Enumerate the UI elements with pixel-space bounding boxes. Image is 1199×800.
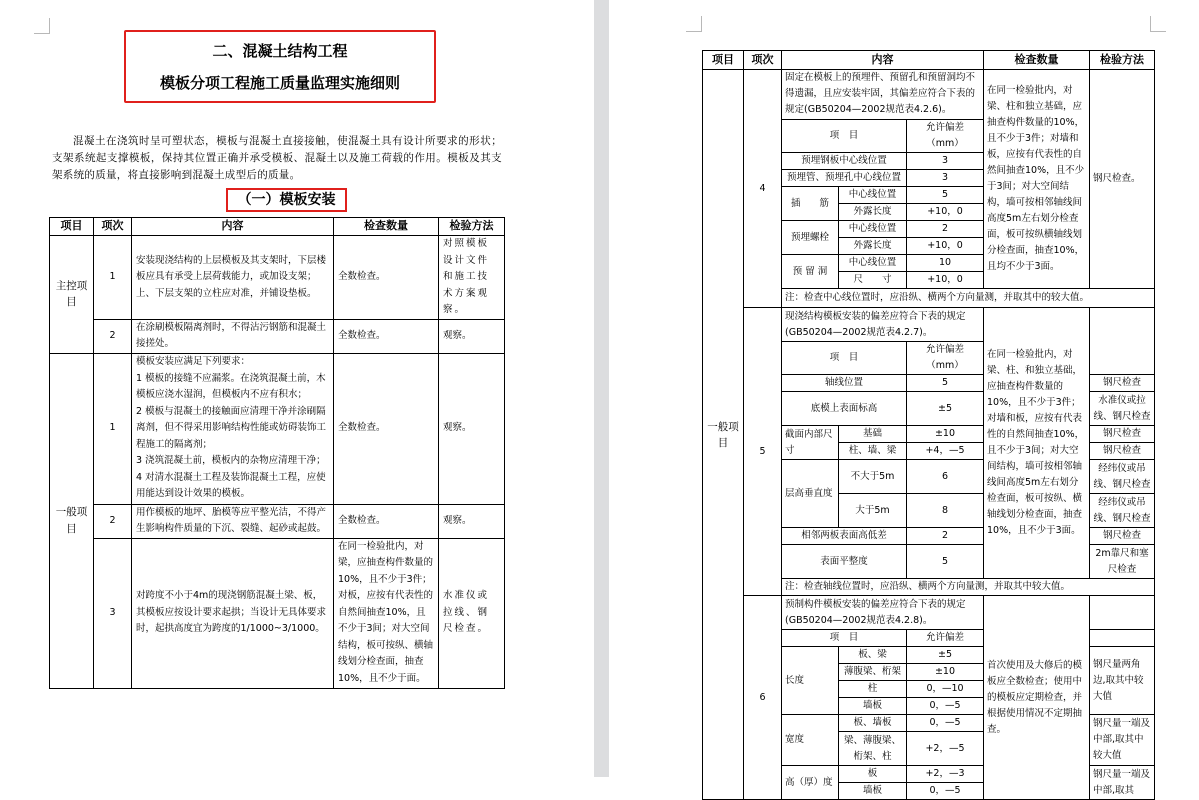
row-content bbox=[132, 353, 334, 504]
row-check: 全数检查。 bbox=[334, 353, 439, 504]
table-row bbox=[50, 319, 505, 353]
row-check: 在同一检验批内，对梁，应抽查构件数量的10%，且不少于3件；对板，应按有代表性的自然间抽查10%，且不少于3间；对大空间结构，板可按纵、横轴线划分检查面，抽查10%，且不少于面。 bbox=[334, 538, 439, 688]
sub-value: 2 bbox=[907, 528, 984, 545]
sub-method: 钢尺检查 bbox=[1090, 443, 1155, 460]
sub-group: 截面内部尺寸 bbox=[782, 426, 839, 460]
sub-item: 底模上表面标高 bbox=[782, 392, 907, 426]
header-no: 项次 bbox=[94, 218, 132, 236]
sub-value: +2，—3 bbox=[907, 766, 984, 783]
row-method: 观察。 bbox=[439, 353, 505, 504]
group-label: 主控项目 bbox=[50, 236, 94, 354]
sub-value: ±10 bbox=[907, 426, 984, 443]
sub-value: +4，—5 bbox=[907, 443, 984, 460]
sub-item: 不大于5m bbox=[839, 460, 907, 494]
left-inspection-table bbox=[49, 217, 505, 689]
row-no: 3 bbox=[94, 538, 132, 688]
sub-item: 大于5m bbox=[839, 494, 907, 528]
sub-item: 轴线位置 bbox=[782, 375, 907, 392]
sub-header-tolerance: 允许偏差 bbox=[907, 630, 984, 647]
row-check: 全数检查。 bbox=[334, 236, 439, 320]
row-no: 1 bbox=[94, 236, 132, 320]
sub-method: 钢尺检查 bbox=[1090, 426, 1155, 443]
row-no: 6 bbox=[744, 596, 782, 800]
sub-item: 板、墙板 bbox=[839, 715, 907, 732]
sub-method: 水准仪或拉线、钢尺检查 bbox=[1090, 392, 1155, 426]
table-header-row bbox=[50, 218, 505, 236]
sub-value: ±10 bbox=[907, 664, 984, 681]
header-content: 内容 bbox=[132, 218, 334, 236]
sub-method: 钢尺检查 bbox=[1090, 375, 1155, 392]
row-content: 用作模板的地坪、胎模等应平整光洁，不得产生影响构件质量的下沉、裂缝、起砂或起鼓。 bbox=[132, 504, 334, 538]
sub-item: 薄腹梁、桁架 bbox=[839, 664, 907, 681]
sub-header-item: 项 目 bbox=[782, 630, 907, 647]
sub-group: 长度 bbox=[782, 647, 839, 715]
table-row bbox=[50, 504, 505, 538]
content-line: 2 模板与混凝土的接触面应清理干净并涂刷隔离剂，但不得采用影响结构性能或妨碍装饰工程施工的隔离剂； bbox=[136, 405, 327, 450]
table-row bbox=[703, 308, 1155, 342]
sub-header-tolerance: 允许偏差（mm） bbox=[907, 342, 984, 375]
sub-item: 梁、薄腹梁、桁架、柱 bbox=[839, 732, 907, 766]
row-content: 安装现浇结构的上层模板及其支架时，下层楼板应具有承受上层荷载能力，或加设支架；上、下层支架的立柱应对准，并铺设垫板。 bbox=[132, 236, 334, 320]
row-method: 观察。 bbox=[439, 319, 505, 353]
sub-item: 预埋管、预埋孔中心线位置 bbox=[782, 170, 907, 187]
table-row bbox=[50, 236, 505, 320]
table-header-row bbox=[703, 51, 1155, 70]
header-check: 检查数量 bbox=[334, 218, 439, 236]
row-no: 2 bbox=[94, 504, 132, 538]
sub-item: 相邻两板表面高低差 bbox=[782, 528, 907, 545]
table-row bbox=[50, 538, 505, 688]
row-method: 水准仪或拉线、钢尺检查。 bbox=[439, 538, 505, 688]
content-line: 1 模板的接缝不应漏浆。在浇筑混凝土前，木模板应浇水湿润，但模板内不应有积水； bbox=[136, 372, 326, 401]
sub-method: 经纬仪或吊线、钢尺检查 bbox=[1090, 460, 1155, 494]
sub-value: 10 bbox=[907, 255, 984, 272]
sub-item: 尺 寸 bbox=[839, 272, 907, 289]
sub-header-item: 项 目 bbox=[782, 342, 907, 375]
row-no: 4 bbox=[744, 70, 782, 308]
sub-value: 3 bbox=[907, 170, 984, 187]
sub-value: 0，—5 bbox=[907, 715, 984, 732]
sub-value: 0，—5 bbox=[907, 698, 984, 715]
sub-value: +10，0 bbox=[907, 238, 984, 255]
page-corner-mark bbox=[686, 16, 702, 32]
sub-header-tolerance: 允许偏差（mm） bbox=[907, 120, 984, 153]
row-content: 预制构件模板安装的偏差应符合下表的规定(GB50204—2002规范表4.2.8)。 bbox=[782, 596, 984, 630]
sub-method: 钢尺量一端及中部,取其 bbox=[1090, 766, 1155, 800]
sub-group: 宽度 bbox=[782, 715, 839, 766]
sub-method: 钢尺量两角边,取其中较大值 bbox=[1090, 647, 1155, 715]
note: 注：检查中心线位置时，应沿纵、横两个方向量测，并取其中的较大值。 bbox=[782, 289, 1155, 308]
section-title: （一）模板安装 bbox=[226, 188, 347, 212]
sub-item: 中心线位置 bbox=[839, 187, 907, 204]
intro-paragraph: 混凝土在浇筑时呈可塑状态，模板与混凝土直接接触，使混凝土具有设计所要求的形状；支架系统起支撑模板，保持其位置正确并承受模板、混凝土以及施工荷载的作用。模板及其支架系统的质量，将直接影响到混凝土成型后的质量。 bbox=[52, 135, 502, 181]
sub-item: 墙板 bbox=[839, 783, 907, 800]
sub-value: 8 bbox=[907, 494, 984, 528]
sub-group: 层高垂直度 bbox=[782, 460, 839, 528]
header-method: 检验方法 bbox=[439, 218, 505, 236]
sub-item: 柱 bbox=[839, 681, 907, 698]
sub-value: 6 bbox=[907, 460, 984, 494]
sub-value: ±5 bbox=[907, 647, 984, 664]
header-content: 内容 bbox=[782, 51, 984, 70]
group-label: 一般项目 bbox=[703, 70, 744, 800]
sub-value: ±5 bbox=[907, 392, 984, 426]
sub-item: 板、梁 bbox=[839, 647, 907, 664]
title-line-1: 二、混凝土结构工程 bbox=[212, 42, 348, 60]
sub-group: 预 留 洞 bbox=[782, 255, 839, 289]
header-item: 项目 bbox=[703, 51, 744, 70]
row-content: 对跨度不小于4m的现浇钢筋混凝土梁、板，其模板应按设计要求起拱；当设计无具体要求时，起拱高度宜为跨度的1/1000~3/1000。 bbox=[132, 538, 334, 688]
content-line: 4 对清水混凝土工程及装饰混凝土工程，应使用能达到设计效果的模板。 bbox=[136, 471, 326, 500]
sub-group: 插 筋 bbox=[782, 187, 839, 221]
sub-value: 3 bbox=[907, 153, 984, 170]
sub-value: +10，0 bbox=[907, 204, 984, 221]
row-content: 固定在模板上的预埋件、预留孔和预留洞均不得遗漏，且应安装牢固，其偏差应符合下表的规定(GB50204—2002规范表4.2.6)。 bbox=[782, 70, 984, 120]
row-check: 在同一检验批内，对梁、柱、和独立基础，应抽查构件数量的10%，且不少于3件；对墙和板，应按有代表性的自然间抽查10%，且不少于3间；对大空间结构，墙可按相邻轴线间高度5m左右划分检查面，板可按纵、横轴线划分检查面，抽查10%，且不少于3面。 bbox=[984, 308, 1090, 579]
sub-method: 钢尺检查 bbox=[1090, 528, 1155, 545]
sub-group: 高（厚）度 bbox=[782, 766, 839, 800]
group-label: 一般项目 bbox=[50, 353, 94, 688]
row-method: 观察。 bbox=[439, 504, 505, 538]
row-check: 全数检查。 bbox=[334, 319, 439, 353]
row-check: 在同一检验批内，对梁、柱和独立基础，应抽查构件数量的10%，且不少于3件；对墙和板，应按有代表性的自然间抽查10%，且不少于3间；对大空间结构，墙可按相邻轴线间高度5m左右划分检查面，板可按纵横轴线划分检查面，抽查10%，且均不少于3面。 bbox=[984, 70, 1090, 289]
sub-item: 外露长度 bbox=[839, 204, 907, 221]
sub-value: 5 bbox=[907, 375, 984, 392]
sub-method: 钢尺量一端及中部,取其中较大值 bbox=[1090, 715, 1155, 766]
sub-item: 柱、墙、梁 bbox=[839, 443, 907, 460]
row-check: 全数检查。 bbox=[334, 504, 439, 538]
content-line: 3 浇筑混凝土前，模板内的杂物应清理干净； bbox=[136, 455, 326, 467]
sub-value: +2，—5 bbox=[907, 732, 984, 766]
page-corner-mark bbox=[1150, 16, 1166, 32]
row-content: 在涂刷模板隔离剂时，不得沾污钢筋和混凝土接搓处。 bbox=[132, 319, 334, 353]
header-no: 项次 bbox=[744, 51, 782, 70]
sub-method: 经纬仪或吊线、钢尺检查 bbox=[1090, 494, 1155, 528]
row-method-empty bbox=[1090, 308, 1155, 375]
content-line: 模板安装应满足下列要求： bbox=[136, 356, 251, 368]
header-item: 项目 bbox=[50, 218, 94, 236]
sub-header-item: 项 目 bbox=[782, 120, 907, 153]
sub-item: 表面平整度 bbox=[782, 545, 907, 579]
sub-method: 2m靠尺和塞尺检查 bbox=[1090, 545, 1155, 579]
row-no: 1 bbox=[94, 353, 132, 504]
row-content: 现浇结构模板安装的偏差应符合下表的规定(GB50204—2002规范表4.2.7)。 bbox=[782, 308, 984, 342]
table-row bbox=[703, 596, 1155, 630]
row-method-empty bbox=[1090, 596, 1155, 630]
row-check: 首次使用及大修后的模板应全数检查；使用中的模板应定期检查，并根据使用情况不定期抽查。 bbox=[984, 596, 1090, 800]
sub-value: 2 bbox=[907, 221, 984, 238]
sub-group: 预埋螺栓 bbox=[782, 221, 839, 255]
sub-value: 0，—10 bbox=[907, 681, 984, 698]
table-row bbox=[50, 353, 505, 504]
sub-item: 基础 bbox=[839, 426, 907, 443]
right-inspection-table bbox=[702, 50, 1155, 800]
title-line-2: 模板分项工程施工质量监理实施细则 bbox=[159, 74, 400, 92]
sub-item: 墙板 bbox=[839, 698, 907, 715]
row-no: 5 bbox=[744, 308, 782, 596]
row-method-empty bbox=[1090, 630, 1155, 647]
header-check: 检查数量 bbox=[984, 51, 1090, 70]
sub-value: 5 bbox=[907, 545, 984, 579]
sub-item: 外露长度 bbox=[839, 238, 907, 255]
page-gap bbox=[594, 0, 609, 777]
note: 注：检查轴线位置时，应沿纵、横两个方向量测，并取其中较大值。 bbox=[782, 579, 1155, 596]
sub-item: 中心线位置 bbox=[839, 255, 907, 272]
row-no: 2 bbox=[94, 319, 132, 353]
sub-value: 0，—5 bbox=[907, 783, 984, 800]
document-title bbox=[124, 30, 436, 103]
sub-item: 中心线位置 bbox=[839, 221, 907, 238]
sub-item: 预埋钢板中心线位置 bbox=[782, 153, 907, 170]
page-corner-mark bbox=[34, 18, 50, 34]
header-method: 检验方法 bbox=[1090, 51, 1155, 70]
row-method: 对照模板设计文件和施工技术方案观察。 bbox=[439, 236, 505, 320]
row-method: 钢尺检查。 bbox=[1090, 70, 1155, 289]
sub-value: +10，0 bbox=[907, 272, 984, 289]
table-row bbox=[703, 70, 1155, 120]
sub-item: 板 bbox=[839, 766, 907, 783]
sub-value: 5 bbox=[907, 187, 984, 204]
